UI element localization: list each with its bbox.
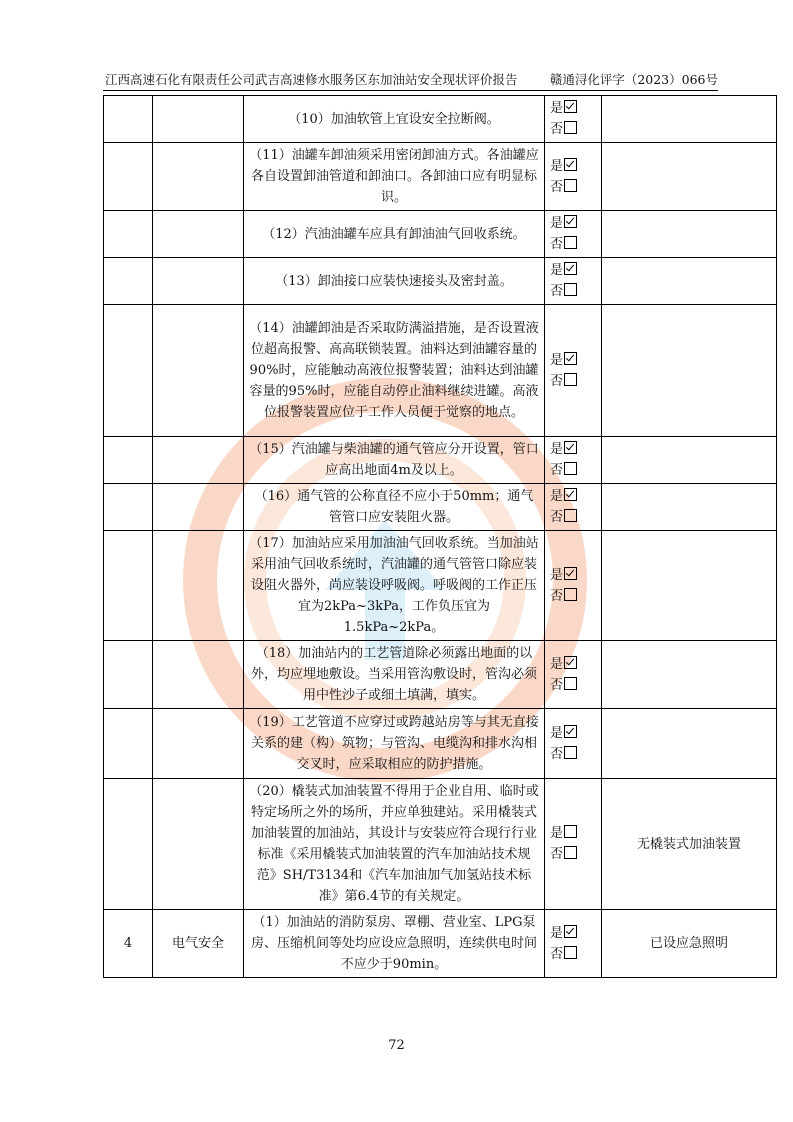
- row-requirement: （13）卸油接口应装快速接头及密封盖。: [244, 258, 545, 305]
- yes-checkbox-line: [550, 654, 596, 675]
- row-requirement: （16）通气管的公称直径不应小于50mm；通气管管口应安装阻火器。: [244, 484, 545, 531]
- check-cell: [545, 305, 602, 437]
- yes-checkbox[interactable]: [564, 352, 577, 365]
- row-number: [104, 779, 153, 910]
- header-title: 江西高速石化有限责任公司武吉高速修水服务区东加油站安全现状评价报告: [105, 72, 518, 87]
- check-cell: [545, 779, 602, 910]
- no-checkbox-label: 否: [550, 946, 564, 962]
- row-requirement: （10）加油软管上宜设安全拉断阀。: [244, 96, 545, 143]
- page-header: [103, 70, 718, 91]
- row-remark: [602, 258, 777, 305]
- yes-checkbox-line: [550, 823, 596, 844]
- table-row: [104, 437, 777, 484]
- row-number: [104, 96, 153, 143]
- no-checkbox[interactable]: [564, 462, 577, 475]
- row-remark: [602, 211, 777, 258]
- check-cell: [545, 709, 602, 779]
- yes-checkbox[interactable]: [564, 825, 577, 838]
- yes-checkbox-label: 是: [550, 158, 564, 174]
- check-cell: [545, 143, 602, 211]
- row-remark: [602, 437, 777, 484]
- yes-checkbox-line: [550, 156, 596, 177]
- no-checkbox-line: [550, 675, 596, 696]
- table-row: [104, 641, 777, 709]
- no-checkbox[interactable]: [564, 179, 577, 192]
- row-requirement: （12）汽油油罐车应具有卸油油气回收系统。: [244, 211, 545, 258]
- no-checkbox-label: 否: [550, 463, 564, 478]
- row-requirement: （1）加油站的消防泵房、罩棚、营业室、LPG泵房、压缩机间等处均应设应急照明，连续供电时间不应少于90min。: [244, 910, 545, 978]
- no-checkbox-line: [550, 177, 596, 198]
- row-category: [153, 709, 244, 779]
- yes-checkbox-label: 是: [550, 489, 564, 504]
- row-requirement: （14）油罐卸油是否采取防满溢措施，是否设置液位超高报警、高高联锁装置。油料达到油罐容量的90%时，应能触动高液位报警装置；油料达到油罐容量的95%时，应能自动停止油料继续进罐。高液位报警装置应位于工作人员便于觉察的地点。: [244, 305, 545, 437]
- check-cell: [545, 910, 602, 978]
- table-row: [104, 96, 777, 143]
- yes-checkbox-label: 是: [550, 352, 564, 368]
- check-cell: [545, 437, 602, 484]
- yes-checkbox-label: 是: [550, 263, 564, 278]
- yes-checkbox[interactable]: [564, 656, 577, 669]
- row-number: [104, 484, 153, 531]
- row-requirement: （19）工艺管道不应穿过或跨越站房等与其无直接关系的建（构）筑物；与管沟、电缆沟和排水沟相交叉时，应采取相应的防护措施。: [244, 709, 545, 779]
- no-checkbox[interactable]: [564, 283, 577, 296]
- no-checkbox-label: 否: [550, 847, 564, 862]
- row-number: [104, 143, 153, 211]
- row-remark: [602, 531, 777, 641]
- table-row: [104, 258, 777, 305]
- no-checkbox-label: 否: [550, 284, 564, 299]
- no-checkbox-line: [550, 234, 596, 255]
- yes-checkbox-line: [550, 350, 596, 371]
- yes-checkbox-line: [550, 439, 596, 460]
- row-remark: [602, 143, 777, 211]
- no-checkbox[interactable]: [564, 373, 577, 386]
- row-remark: [602, 484, 777, 531]
- check-cell: [545, 258, 602, 305]
- row-category: [153, 305, 244, 437]
- table-row: [104, 910, 777, 978]
- no-checkbox-line: [550, 507, 596, 528]
- row-remark: [602, 96, 777, 143]
- yes-checkbox-line: [550, 98, 596, 119]
- table-row: [104, 211, 777, 258]
- yes-checkbox-label: 是: [550, 656, 564, 672]
- no-checkbox-line: [550, 371, 596, 392]
- yes-checkbox[interactable]: [564, 725, 577, 738]
- no-checkbox-line: [550, 586, 596, 607]
- yes-checkbox-line: [550, 213, 596, 234]
- checklist-table: [103, 95, 777, 978]
- no-checkbox[interactable]: [564, 746, 577, 759]
- check-cell: [545, 484, 602, 531]
- check-cell: [545, 531, 602, 641]
- row-category: 电气安全: [153, 910, 244, 978]
- no-checkbox-label: 否: [550, 122, 564, 137]
- yes-checkbox-label: 是: [550, 925, 564, 941]
- row-number: [104, 531, 153, 641]
- yes-checkbox-label: 是: [550, 101, 564, 116]
- row-number: [104, 641, 153, 709]
- yes-checkbox-line: [550, 486, 596, 507]
- yes-checkbox[interactable]: [564, 925, 577, 938]
- yes-checkbox[interactable]: [564, 262, 577, 275]
- table-row: [104, 484, 777, 531]
- row-remark: [602, 709, 777, 779]
- yes-checkbox[interactable]: [564, 567, 577, 580]
- no-checkbox[interactable]: [564, 946, 577, 959]
- row-category: [153, 211, 244, 258]
- row-category: [153, 484, 244, 531]
- row-number: [104, 305, 153, 437]
- yes-checkbox-line: [550, 723, 596, 744]
- table-row: [104, 531, 777, 641]
- no-checkbox[interactable]: [564, 677, 577, 690]
- row-requirement: （11）油罐车卸油须采用密闭卸油方式。各油罐应各自设置卸油管道和卸油口。各卸油口应有明显标识。: [244, 143, 545, 211]
- yes-checkbox[interactable]: [564, 441, 577, 454]
- no-checkbox-line: [550, 281, 596, 302]
- no-checkbox-label: 否: [550, 373, 564, 389]
- no-checkbox-line: [550, 744, 596, 765]
- table-row: [104, 143, 777, 211]
- row-category: [153, 143, 244, 211]
- no-checkbox-label: 否: [550, 237, 564, 252]
- yes-checkbox-line: [550, 923, 596, 944]
- no-checkbox-label: 否: [550, 179, 564, 195]
- yes-checkbox-label: 是: [550, 725, 564, 741]
- no-checkbox[interactable]: [564, 509, 577, 522]
- table-row: [104, 779, 777, 910]
- page-number: 72: [388, 1038, 405, 1053]
- row-requirement: （17）加油站应采用加油油气回收系统。当加油站采用油气回收系统时，汽油罐的通气管管口除应装设阻火器外，尚应装设呼吸阀。呼吸阀的工作正压宜为2kPa~3kPa，工作负压宜为1.5kPa~2kPa。: [244, 531, 545, 641]
- row-requirement: （15）汽油罐与柴油罐的通气管应分开设置，管口应高出地面4m及以上。: [244, 437, 545, 484]
- check-cell: [545, 211, 602, 258]
- no-checkbox-label: 否: [550, 677, 564, 693]
- row-number: [104, 211, 153, 258]
- no-checkbox-line: [550, 460, 596, 481]
- yes-checkbox[interactable]: [564, 215, 577, 228]
- yes-checkbox[interactable]: [564, 100, 577, 113]
- row-category: [153, 531, 244, 641]
- row-number: 4: [104, 910, 153, 978]
- row-remark: [602, 305, 777, 437]
- yes-checkbox-label: 是: [550, 826, 564, 841]
- no-checkbox-line: [550, 844, 596, 865]
- yes-checkbox-label: 是: [550, 216, 564, 231]
- check-cell: [545, 641, 602, 709]
- no-checkbox-label: 否: [550, 588, 564, 604]
- row-remark: [602, 641, 777, 709]
- yes-checkbox[interactable]: [564, 158, 577, 171]
- row-number: [104, 258, 153, 305]
- table-row: [104, 709, 777, 779]
- row-category: [153, 96, 244, 143]
- row-category: [153, 258, 244, 305]
- yes-checkbox-line: [550, 260, 596, 281]
- row-category: [153, 779, 244, 910]
- yes-checkbox-line: [550, 565, 596, 586]
- yes-checkbox-label: 是: [550, 442, 564, 457]
- no-checkbox-label: 否: [550, 746, 564, 762]
- no-checkbox[interactable]: [564, 846, 577, 859]
- no-checkbox[interactable]: [564, 121, 577, 134]
- no-checkbox[interactable]: [564, 236, 577, 249]
- yes-checkbox[interactable]: [564, 488, 577, 501]
- row-requirement: （18）加油站内的工艺管道除必须露出地面的以外，均应埋地敷设。当采用管沟敷设时，管沟必须用中性沙子或细土填满，填实。: [244, 641, 545, 709]
- no-checkbox-label: 否: [550, 510, 564, 525]
- row-remark: 已设应急照明: [602, 910, 777, 978]
- report-number: 赣通浔化评字（2023）066号: [549, 72, 718, 87]
- table-row: [104, 305, 777, 437]
- yes-checkbox-label: 是: [550, 567, 564, 583]
- row-number: [104, 437, 153, 484]
- row-category: [153, 641, 244, 709]
- row-category: [153, 437, 244, 484]
- no-checkbox-line: [550, 944, 596, 965]
- row-number: [104, 709, 153, 779]
- row-requirement: （20）橇装式加油装置不得用于企业自用、临时或特定场所之外的场所，并应单独建站。采用橇装式加油装置的加油站，其设计与安装应符合现行行业标准《采用橇装式加油装置的汽车加油站技术规范》SH/T3134和《汽车加油加气加氢站技术标准》第6.4节的有关规定。: [244, 779, 545, 910]
- no-checkbox[interactable]: [564, 588, 577, 601]
- row-remark: 无橇装式加油装置: [602, 779, 777, 910]
- check-cell: [545, 96, 602, 143]
- no-checkbox-line: [550, 119, 596, 140]
